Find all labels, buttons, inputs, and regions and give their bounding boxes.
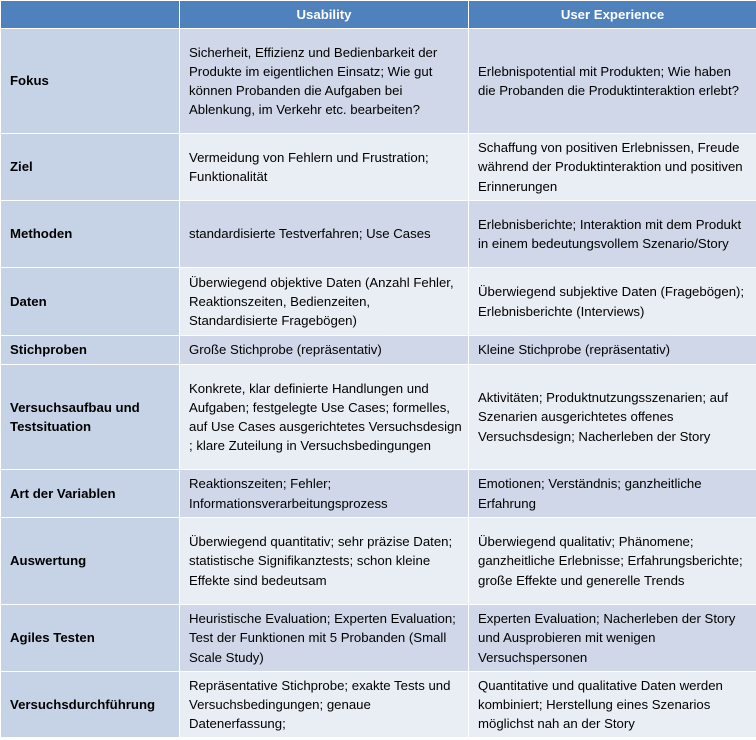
ux-cell: Schaffung von positiven Erlebnissen, Freude während der Produktinteraktion und positiven Erinnerungen: [469, 134, 756, 201]
header-row: [1, 1, 756, 29]
row-label: Agiles Testen: [1, 605, 180, 672]
row-label: Ziel: [1, 134, 180, 201]
table-row-art-der-variablen: [1, 470, 756, 518]
usability-cell: Konkrete, klar definierte Handlungen und Aufgaben; festgelegte Use Cases; formelles, auf Use Cases ausgerichtetes Versuchsdesign ; klare Zuteilung in Versuchsbedingungen: [180, 365, 469, 470]
table-row-ziel: [1, 134, 756, 201]
ux-cell: Überwiegend subjektive Daten (Fragebögen); Erlebnisberichte (Interviews): [469, 268, 756, 336]
ux-cell: Erlebnisberichte; Interaktion mit dem Produkt in einem bedeutungsvollem Szenario/Story: [469, 201, 756, 268]
ux-cell: Überwiegend qualitativ; Phänomene; ganzheitliche Erlebnisse; Erfahrungsberichte; große Effekte und generelle Trends: [469, 518, 756, 605]
table-row-agiles-testen: [1, 605, 756, 672]
table-body: [1, 29, 756, 738]
table-row-daten: [1, 268, 756, 336]
row-label: Versuchsdurchführung: [1, 672, 180, 738]
usability-cell: Überwiegend objektive Daten (Anzahl Fehler, Reaktionszeiten, Bedienzeiten, Standardisierte Fragebögen): [180, 268, 469, 336]
ux-cell: Kleine Stichprobe (repräsentativ): [469, 336, 756, 365]
row-label: Stichproben: [1, 336, 180, 365]
usability-cell: Große Stichprobe (repräsentativ): [180, 336, 469, 365]
ux-cell: Emotionen; Verständnis; ganzheitliche Erfahrung: [469, 470, 756, 518]
usability-cell: Heuristische Evaluation; Experten Evaluation; Test der Funktionen mit 5 Probanden (Small Scale Study): [180, 605, 469, 672]
ux-cell: Experten Evaluation; Nacherleben der Story und Ausprobieren mit wenigen Versuchspersonen: [469, 605, 756, 672]
table-row-versuchsdurchfuehrung: [1, 672, 756, 738]
row-label: Fokus: [1, 29, 180, 134]
table-header: [1, 1, 756, 29]
header-usability: Usability: [180, 1, 469, 29]
row-label: Versuchsaufbau und Testsituation: [1, 365, 180, 470]
usability-cell: Repräsentative Stichprobe; exakte Tests und Versuchsbedingungen; genaue Datenerfassung;: [180, 672, 469, 738]
table-row-versuchsaufbau: [1, 365, 756, 470]
table-row-methoden: [1, 201, 756, 268]
usability-cell: standardisierte Testverfahren; Use Cases: [180, 201, 469, 268]
row-label: Daten: [1, 268, 180, 336]
table-row-fokus: [1, 29, 756, 134]
ux-cell: Erlebnispotential mit Produkten; Wie haben die Probanden die Produktinteraktion erlebt?: [469, 29, 756, 134]
header-user-experience: User Experience: [469, 1, 756, 29]
row-label: Methoden: [1, 201, 180, 268]
usability-cell: Reaktionszeiten; Fehler; Informationsverarbeitungsprozess: [180, 470, 469, 518]
table-row-auswertung: [1, 518, 756, 605]
row-label: Art der Variablen: [1, 470, 180, 518]
usability-cell: Vermeidung von Fehlern und Frustration; Funktionalität: [180, 134, 469, 201]
header-empty-cell: [1, 1, 180, 29]
ux-cell: Quantitative und qualitative Daten werden kombiniert; Herstellung eines Szenarios möglichst nah an der Story: [469, 672, 756, 738]
table-row-stichproben: [1, 336, 756, 365]
ux-cell: Aktivitäten; Produktnutzungsszenarien; auf Szenarien ausgerichtetes offenes Versuchsdesign; Nacherleben der Story: [469, 365, 756, 470]
row-label: Auswertung: [1, 518, 180, 605]
usability-cell: Sicherheit, Effizienz und Bedienbarkeit der Produkte im eigentlichen Einsatz; Wie gut können Probanden die Aufgaben bei Ablenkung, im Verkehr etc. bearbeiten?: [180, 29, 469, 134]
usability-cell: Überwiegend quantitativ; sehr präzise Daten; statistische Signifikanztests; schon kleine Effekte sind bedeutsam: [180, 518, 469, 605]
